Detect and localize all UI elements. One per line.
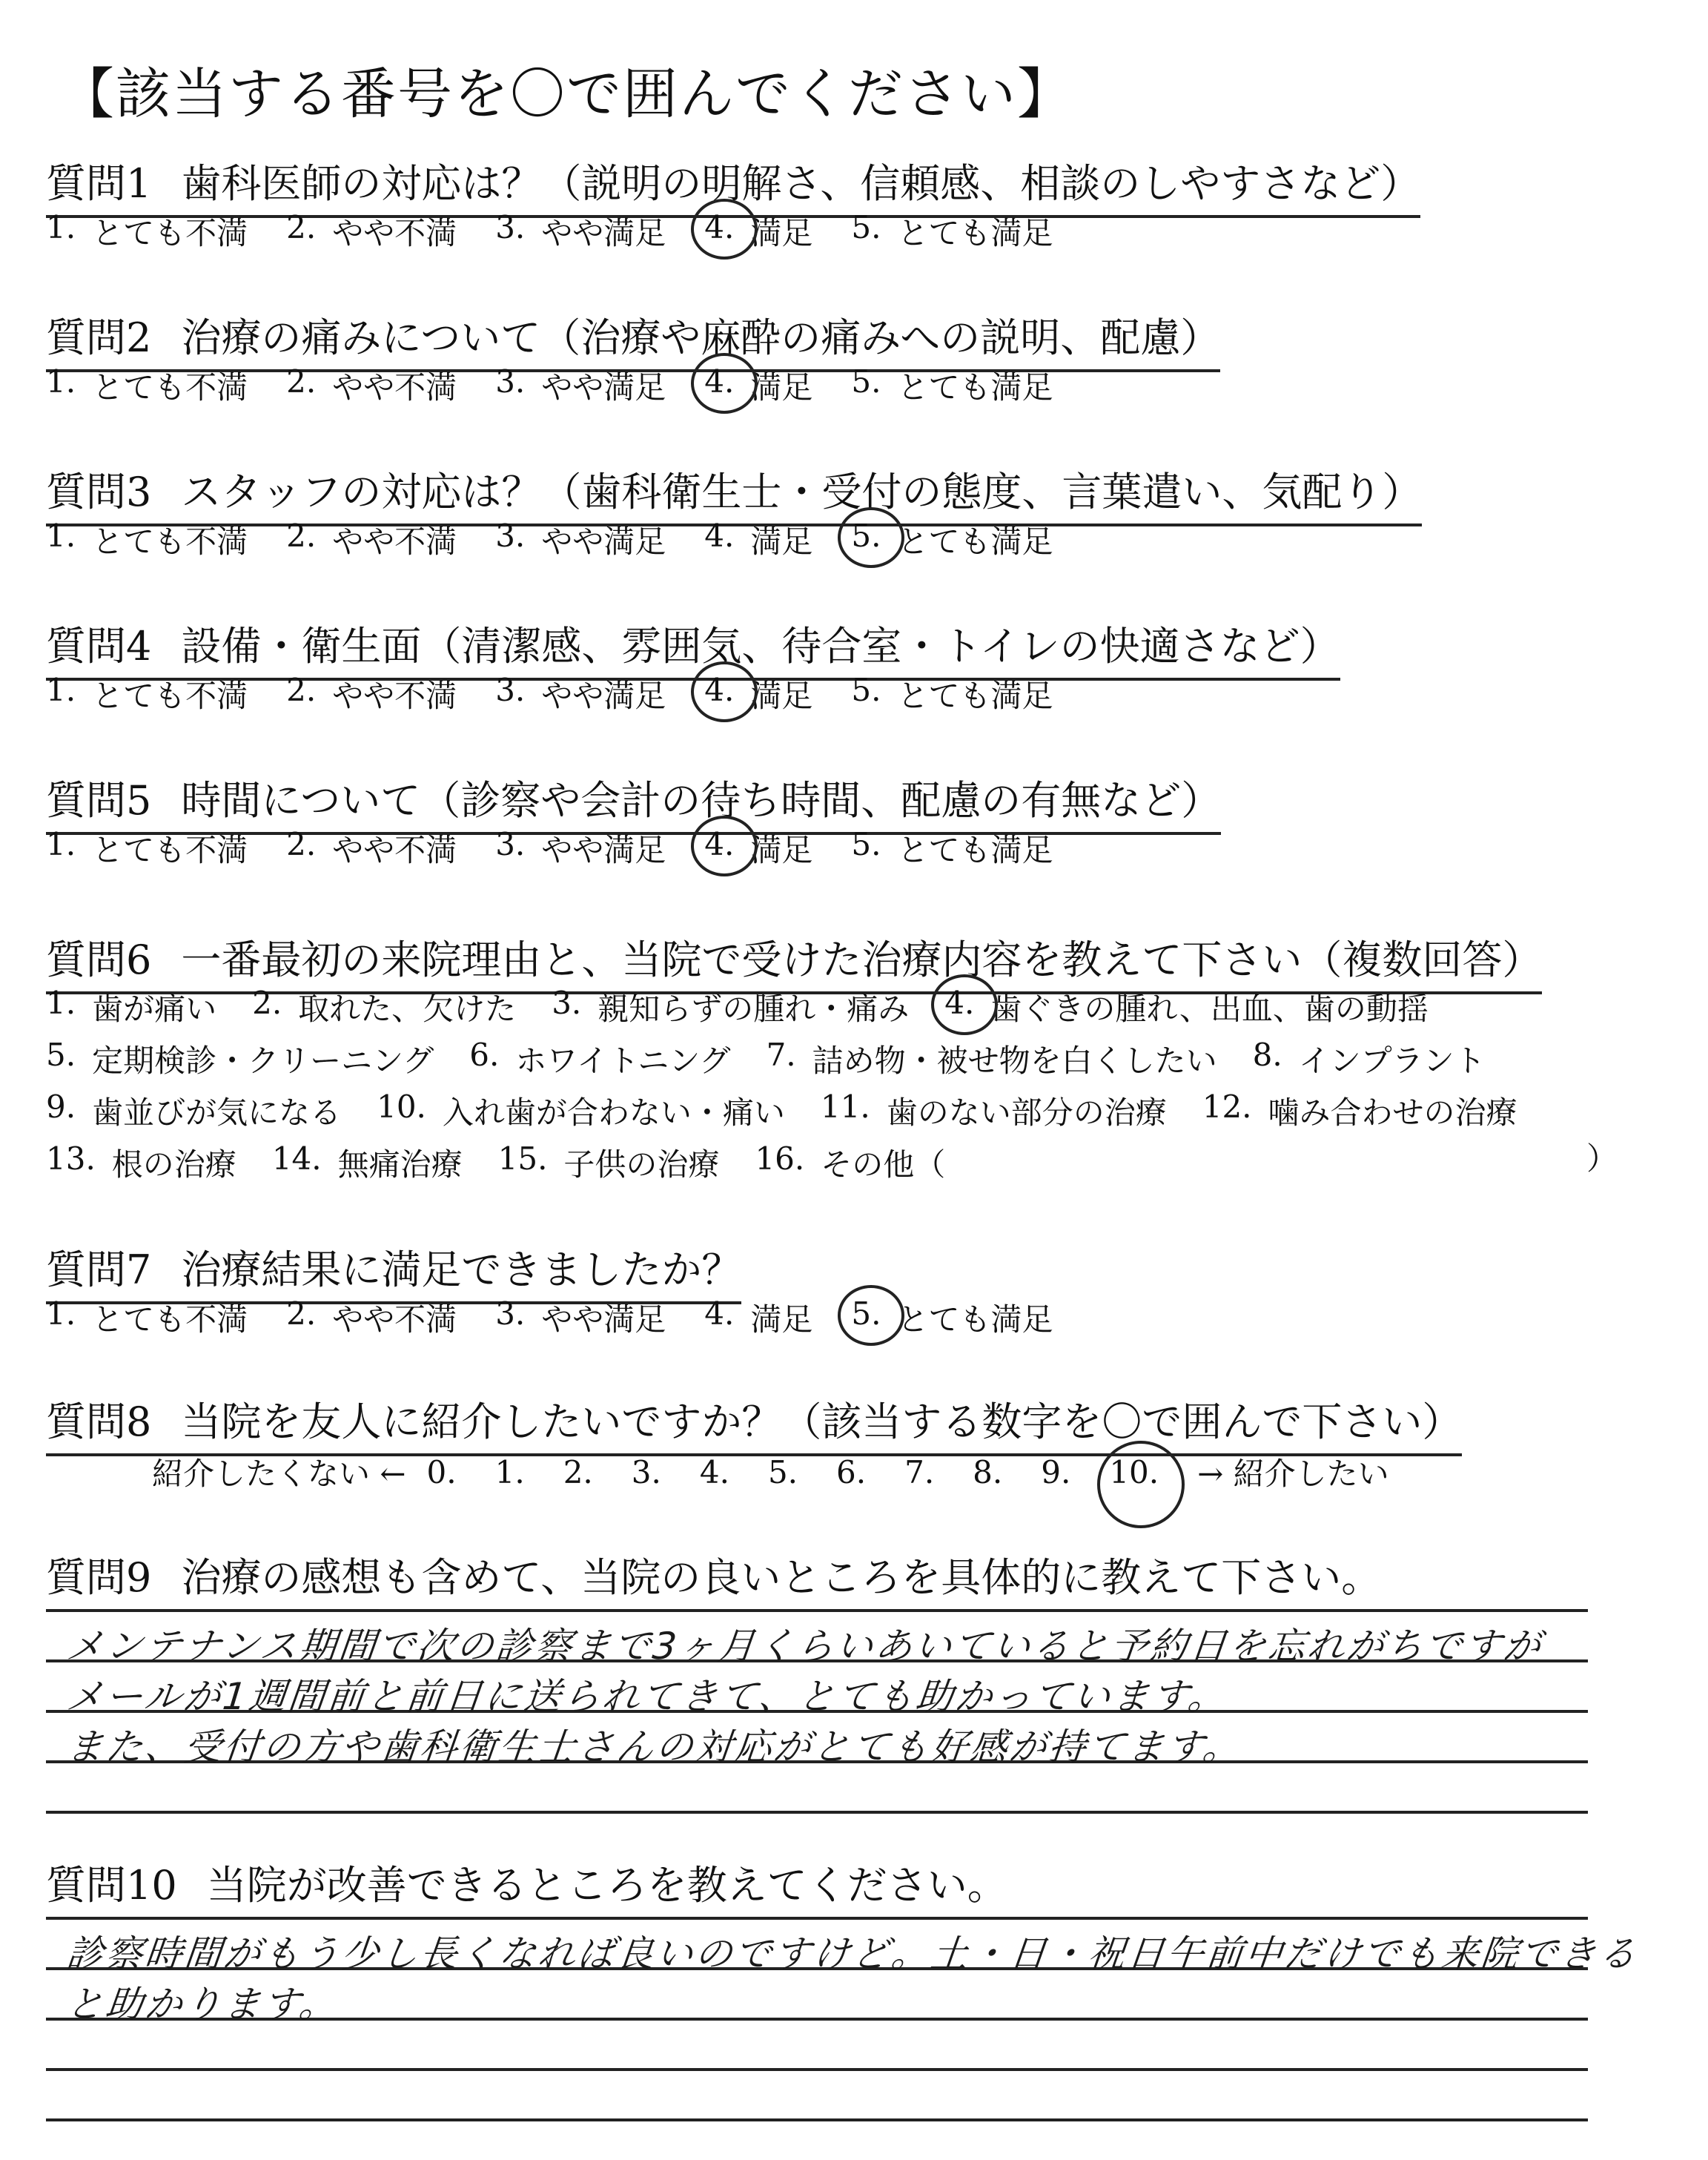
option[interactable] — [704, 1295, 812, 1340]
q6-option[interactable] — [272, 1140, 463, 1185]
option-label: やや不満 — [332, 1301, 457, 1338]
question-5-options — [46, 826, 1091, 871]
question-10-text: 当院が改善できるところを教えてください。 — [206, 1862, 1007, 1909]
option-number: 8. — [1252, 1037, 1282, 1073]
q6-option[interactable] — [46, 1140, 236, 1185]
option-label: インプラント — [1298, 1043, 1486, 1079]
option-label: とても不満 — [92, 369, 248, 406]
option-label: 詰め物・被せ物を白くしたい — [812, 1043, 1217, 1079]
question-6-number: 質問6 — [46, 937, 152, 983]
option-number: 4. — [704, 672, 734, 716]
option[interactable] — [704, 826, 812, 871]
option-number: 5. — [46, 1037, 76, 1073]
option-number: 12. — [1202, 1089, 1252, 1125]
q6-row — [46, 1089, 1553, 1133]
option[interactable] — [46, 518, 248, 562]
recommend-scale — [152, 1450, 1389, 1494]
q6-option[interactable] — [821, 1089, 1167, 1133]
option-label: やや不満 — [332, 369, 457, 406]
question-text: 設備・衛生面（清潔感、雰囲気、待合室・トイレの快適さなど） — [181, 623, 1340, 670]
answer-line — [46, 1811, 1588, 1814]
option-number: 3. — [495, 672, 526, 708]
option-label: やや満足 — [541, 215, 666, 251]
q6-row — [46, 1140, 981, 1185]
q10-answer-line-2: と助かります。 — [64, 1983, 341, 2026]
option[interactable] — [704, 672, 812, 716]
question-text: 治療の痛みについて（治療や麻酔の痛みへの説明、配慮） — [181, 314, 1221, 361]
q6-option[interactable] — [377, 1089, 785, 1133]
answer-line — [46, 1917, 1588, 1920]
option-number: 5. — [851, 826, 881, 862]
option[interactable] — [286, 672, 457, 716]
option[interactable] — [495, 1295, 666, 1340]
question-text: 時間について（診察や会計の待ち時間、配慮の有無など） — [181, 777, 1222, 824]
option[interactable] — [495, 209, 666, 254]
option[interactable] — [851, 1295, 1053, 1340]
q6-option[interactable] — [252, 985, 516, 1029]
option-label: とても満足 — [897, 524, 1053, 560]
option[interactable] — [851, 209, 1053, 254]
scale-value[interactable]: 3. — [631, 1453, 661, 1490]
option-label: とても満足 — [897, 832, 1053, 868]
question-3-options — [46, 518, 1091, 562]
option-number: 1. — [46, 672, 76, 708]
question-text: スタッフの対応は？（歯科衛生士・受付の態度、言葉遣い、気配り） — [181, 469, 1423, 515]
option-label: やや不満 — [332, 215, 457, 251]
option-number: 5. — [851, 209, 881, 245]
option-number: 3. — [495, 826, 526, 862]
q9-answer-line-1: メンテナンス期間で次の診察まで3ヶ月くらいあいていると予約日を忘れがちですが — [64, 1625, 1545, 1668]
q6-option[interactable] — [498, 1140, 720, 1185]
option[interactable] — [46, 1295, 248, 1340]
option-label: 子供の治療 — [563, 1146, 720, 1183]
option[interactable] — [286, 363, 457, 408]
option-number: 3. — [495, 1295, 526, 1332]
question-7-options — [46, 1295, 1091, 1340]
question-8-number: 質問8 — [46, 1398, 152, 1445]
option[interactable] — [704, 209, 812, 254]
q6-option[interactable] — [767, 1037, 1217, 1081]
question-6-text: 一番最初の来院理由と、当院で受けた治療内容を教えて下さい（複数回答） — [181, 937, 1543, 983]
option-number: 2. — [286, 672, 317, 708]
question-4-options — [46, 672, 1091, 716]
option-label: とても不満 — [92, 832, 248, 868]
q6-option[interactable] — [1253, 1037, 1486, 1081]
option-label: 満足 — [750, 1301, 813, 1338]
scale-value[interactable]: 7. — [904, 1453, 935, 1490]
q6-option[interactable] — [46, 1037, 434, 1081]
option-label: 満足 — [750, 524, 813, 560]
option-label: やや不満 — [332, 678, 457, 714]
scale-value[interactable]: 6. — [836, 1453, 867, 1490]
question-number: 質問1 — [46, 160, 152, 207]
scale-value[interactable]: 10. — [1109, 1453, 1159, 1490]
option[interactable] — [851, 518, 1053, 562]
option-label: 根の治療 — [111, 1146, 236, 1183]
page-title: 【該当する番号を〇で囲んでください】 — [59, 62, 1073, 126]
q6-option[interactable] — [755, 1140, 945, 1185]
option-label: 歯ぐきの腫れ、出血、歯の動揺 — [990, 991, 1429, 1027]
option-number: 2. — [286, 363, 317, 400]
question-number: 質問2 — [46, 314, 152, 361]
option-number: 2. — [286, 1295, 317, 1332]
question-number: 質問3 — [46, 469, 152, 515]
option-number: 15. — [497, 1140, 548, 1177]
q6-option[interactable] — [1202, 1089, 1517, 1133]
question-7-heading — [46, 1238, 741, 1304]
option-number: 4. — [704, 209, 734, 254]
scale-value[interactable]: 5. — [767, 1453, 798, 1490]
option-label: やや不満 — [332, 524, 457, 560]
option-number: 1. — [46, 1295, 76, 1332]
option-number: 1. — [46, 985, 76, 1021]
option-label: 無痛治療 — [337, 1146, 463, 1183]
option[interactable] — [286, 1295, 457, 1340]
q6-option[interactable] — [469, 1037, 730, 1081]
scale-value[interactable]: 4. — [699, 1453, 729, 1490]
option[interactable] — [286, 518, 457, 562]
option-label: とても満足 — [897, 215, 1053, 251]
option-number: 3. — [495, 363, 526, 400]
option-number: 9. — [46, 1089, 76, 1125]
question-9-number: 質問9 — [46, 1554, 152, 1601]
option[interactable] — [46, 826, 248, 871]
q9-answer-line-2: メールが1週間前と前日に送られてきて、とても助かっています。 — [64, 1675, 1230, 1718]
option-number: 4. — [704, 826, 734, 871]
option-number: 5. — [851, 1295, 881, 1340]
option-label: とても満足 — [897, 678, 1053, 714]
option-label: 親知らずの腫れ・痛み — [598, 991, 910, 1027]
option[interactable] — [495, 826, 666, 871]
question-number: 質問5 — [46, 777, 152, 824]
option-number: 4. — [704, 363, 734, 408]
option[interactable] — [46, 209, 248, 254]
option-number: 5. — [851, 672, 881, 708]
option[interactable] — [851, 826, 1053, 871]
option[interactable] — [495, 672, 666, 716]
question-9-heading — [46, 1546, 1381, 1609]
option-number: 1. — [46, 518, 76, 554]
question-4-heading — [46, 615, 1340, 681]
option[interactable] — [46, 672, 248, 716]
option[interactable] — [286, 209, 457, 254]
q6-option[interactable] — [46, 1089, 341, 1133]
option-label: やや不満 — [332, 832, 457, 868]
option-number: 4. — [704, 518, 735, 554]
option-label: 満足 — [750, 832, 813, 868]
option-label: 満足 — [750, 369, 813, 406]
option-number: 6. — [469, 1037, 500, 1073]
option-number: 3. — [552, 985, 582, 1021]
option-number: 5. — [851, 363, 881, 400]
scale-value[interactable]: 0. — [426, 1453, 457, 1490]
option-label: その他（ — [821, 1146, 946, 1183]
question-text: 歯科医師の対応は？（説明の明解さ、信頼感、相談のしやすさなど） — [181, 160, 1421, 207]
option[interactable] — [851, 363, 1053, 408]
question-7-number: 質問7 — [46, 1246, 152, 1293]
answer-line — [46, 2118, 1588, 2121]
option-label: やや満足 — [541, 678, 666, 714]
option-label: 満足 — [750, 215, 813, 251]
answer-line — [46, 1609, 1588, 1612]
option[interactable] — [495, 363, 666, 408]
option-label: 噛み合わせの治療 — [1268, 1094, 1517, 1131]
option-number: 7. — [766, 1037, 796, 1073]
other-close-paren: ） — [1586, 1140, 1618, 1177]
scale-value[interactable]: 9. — [1041, 1453, 1071, 1490]
option[interactable] — [46, 363, 248, 408]
q6-row — [46, 985, 1464, 1029]
option-number: 4. — [944, 985, 974, 1029]
option-label: 定期検診・クリーニング — [92, 1043, 434, 1079]
option-number: 2. — [286, 518, 317, 554]
option-number: 13. — [46, 1140, 96, 1177]
question-9-text: 治療の感想も含めて、当院の良いところを具体的に教えて下さい。 — [181, 1554, 1382, 1601]
option-label: 歯が痛い — [92, 991, 217, 1027]
option-label: 歯のない部分の治療 — [886, 1094, 1167, 1131]
option-label: とても不満 — [92, 678, 248, 714]
option-number: 2. — [286, 826, 317, 862]
option-number: 1. — [46, 826, 76, 862]
option-label: とても不満 — [92, 1301, 248, 1338]
option-number: 14. — [271, 1140, 322, 1177]
option-number: 1. — [46, 209, 76, 245]
question-5-heading — [46, 769, 1221, 835]
q6-option[interactable] — [552, 985, 909, 1029]
option-label: 満足 — [750, 678, 813, 714]
question-10-number: 質問10 — [46, 1862, 177, 1909]
option-number: 11. — [820, 1089, 870, 1125]
q6-option[interactable] — [944, 985, 1429, 1029]
option-label: とても満足 — [897, 1301, 1053, 1338]
option-label: やや満足 — [541, 524, 666, 560]
option-number: 2. — [286, 209, 317, 245]
q9-answer-line-3: また、受付の方や歯科衛生士さんの対応がとても好感が持てます。 — [64, 1725, 1245, 1768]
question-3-heading — [46, 460, 1422, 526]
option-label: 取れた、欠けた — [298, 991, 517, 1027]
option-number: 1. — [46, 363, 76, 400]
option-number: 4. — [704, 1295, 735, 1332]
answer-line — [46, 2068, 1588, 2071]
option-label: やや満足 — [541, 832, 666, 868]
option[interactable] — [851, 672, 1053, 716]
option-number: 5. — [851, 518, 881, 562]
option-label: やや満足 — [541, 1301, 666, 1338]
option-number: 2. — [252, 985, 282, 1021]
option[interactable] — [286, 826, 457, 871]
question-2-options — [46, 363, 1091, 408]
question-number: 質問4 — [46, 623, 152, 670]
q6-option[interactable] — [46, 985, 216, 1029]
option[interactable] — [495, 518, 666, 562]
option-number: 10. — [377, 1089, 426, 1125]
option-label: ホワイトニング — [515, 1043, 731, 1079]
scale-value[interactable]: 1. — [494, 1453, 525, 1490]
q10-answer-line-1: 診察時間がもう少し長くなれば良いのですけど。土・日・祝日午前中だけでも来院できる — [64, 1932, 1641, 1975]
option[interactable] — [704, 518, 812, 562]
question-7-text: 治療結果に満足できましたか？ — [181, 1246, 742, 1293]
option-label: やや満足 — [541, 369, 666, 406]
option-number: 16. — [755, 1140, 805, 1177]
option[interactable] — [704, 363, 812, 408]
question-10-heading — [46, 1854, 1007, 1917]
scale-value[interactable]: 2. — [563, 1453, 593, 1490]
scale-left-label: 紹介したくない ← — [152, 1456, 406, 1492]
option-number: 3. — [495, 209, 526, 245]
option-label: 入れ歯が合わない・痛い — [442, 1094, 785, 1131]
question-1-options — [46, 209, 1091, 254]
scale-right-label: → 紹介したい — [1197, 1456, 1389, 1492]
scale-value[interactable]: 8. — [973, 1453, 1003, 1490]
q6-row — [46, 1037, 1521, 1081]
option-label: 歯並びが気になる — [92, 1094, 342, 1131]
question-8-heading — [46, 1390, 1462, 1456]
option-label: とても満足 — [897, 369, 1053, 406]
option-number: 3. — [495, 518, 526, 554]
option-label: とても不満 — [92, 524, 248, 560]
option-label: とても不満 — [92, 215, 248, 251]
question-8-text: 当院を友人に紹介したいですか？（該当する数字を〇で囲んで下さい） — [181, 1398, 1463, 1445]
question-2-heading — [46, 306, 1220, 372]
